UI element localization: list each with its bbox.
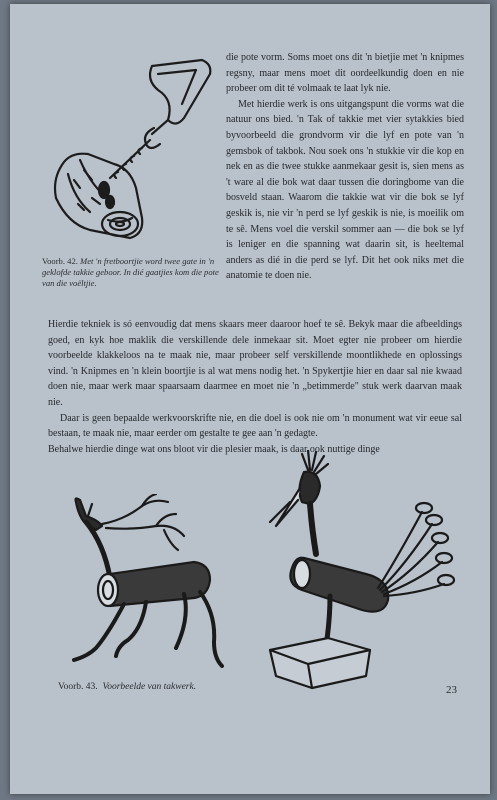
figure-43-caption-text: Voorbeelde van takwerk. xyxy=(102,682,197,692)
page-number: 23 xyxy=(446,684,457,696)
paragraph-continuation: die pote vorm. Soms moet ons dit 'n bietjie met 'n knipmes regsny, maar mens moet dit oordeelkundig doen en nie probeer om dit té volmaak te laat lyk nie. xyxy=(226,52,464,95)
figure-42-drill-illustration xyxy=(34,48,234,248)
full-width-text xyxy=(48,317,462,457)
paragraph-technique: Hierdie tekniek is só eenvoudig dat mens skaars meer daaroor hoef te sê. Bekyk maar die afbeeldings goed, en kyk hoe maklik die verskillende dele inmekaar sit. Moet egter nie probeer om hierdie voorbeelde klakkeloos na te maak nie, maar probeer self verskillende moontlikhede en oplossings vind. 'n Knipmes en 'n klein boortjie is al wat mens nodig het. 'n Spykertjie hier en daar sal nie kwaad doen nie, maar werk maar spaarsaam daarmee en moet nie 'n „betimmerde" stuk werk daarvan maak nie. xyxy=(48,319,462,408)
paragraph-no-rules: Daar is geen bepaalde werkvoorskrifte nie, en die doel is ook nie om 'n monument wat vir eeue sal bestaan, te maak nie, maar eerder om gestalte te gee aan 'n gedagte. xyxy=(48,412,462,440)
figure-43-twig-bird-illustration xyxy=(246,450,462,690)
figure-42-caption-text: Met 'n fretboortjie word twee gate in 'n geklofde takkie geboor. In dié gaatjies kom die pote van die voëltjie. xyxy=(42,256,219,288)
figure-42-label: Voorb. 42. xyxy=(42,256,78,266)
figure-43-twig-deer-illustration xyxy=(44,494,244,678)
right-text-column xyxy=(226,50,464,284)
book-page xyxy=(10,4,490,794)
figure-42-caption xyxy=(42,256,230,288)
paragraph-useful-things: Behalwe hierdie dinge wat ons bloot vir die plesier maak, is daar ook nuttige dinge xyxy=(48,443,380,455)
figure-43-caption xyxy=(58,682,196,692)
figure-43-label: Voorb. 43. xyxy=(58,682,98,692)
paragraph-natural-forms: Met hierdie werk is ons uitgangspunt die vorms wat die natuur ons bied. 'n Tak of takkie met vier sytakkies bied byvoorbeeld die grondvorm vir die lyf en pote van 'n gemsbok of takbok. Nou soek ons 'n stukkie vir die kop en nek en as die twee stukke aanmekaar gesit is, sien mens as 't ware al die bok wat daar tussen die doringbome van die bosveld staan. Waarom die takkie wat vir die bok se lyf geskik is, nie vir 'n perd se lyf geskik is nie, is moeilik om te sê. Mens voel die verskil sommer aan — die bok se lyf is leniger en die spanning wat daarin sit, is heeltemal anders as dié in die perd se lyf. Dit het ook niks met die anatomie te doen nie. xyxy=(226,98,464,282)
